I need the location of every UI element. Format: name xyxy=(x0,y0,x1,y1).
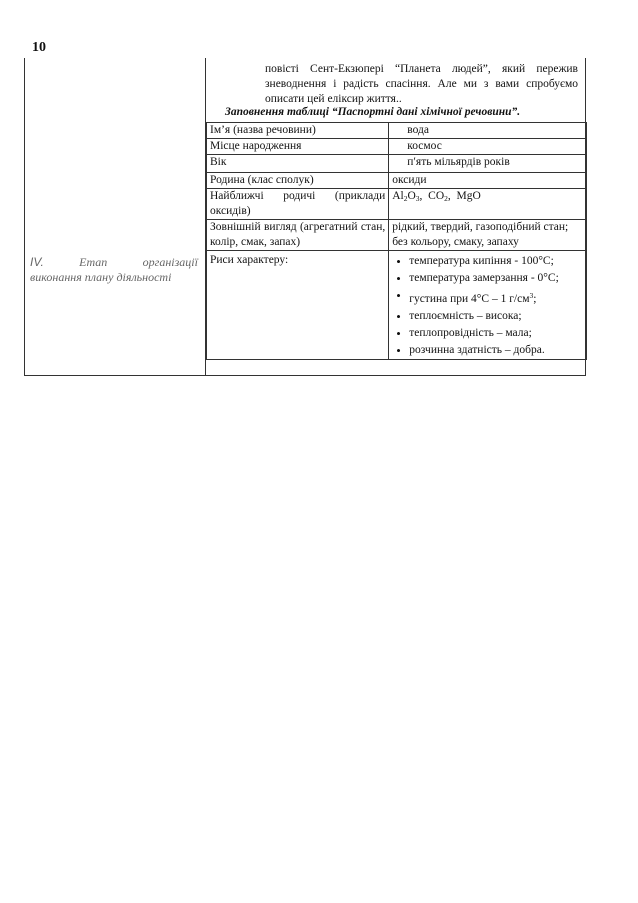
lesson-plan-table xyxy=(24,58,586,376)
table-row xyxy=(207,189,587,220)
formula-mgo: MgO xyxy=(456,190,481,202)
row-key: Родина (клас сполук) xyxy=(207,173,389,189)
row-value-traits xyxy=(389,251,587,360)
formula-co2: $CO_2$ xyxy=(428,190,448,203)
appearance-state: рідкий, твердий, газоподібний стан; xyxy=(392,221,569,233)
trait-item: • температура замерзання - 0°С; xyxy=(392,270,583,287)
row-value: п′ять мільярдів років xyxy=(389,155,587,173)
table-row xyxy=(207,155,587,173)
intro-text: повісті Сент-Екзюпері “Планета людей”, який пережив зневоднення і радість спасіння. Але ми з вами спробуємо описати цей еліксир життя.. xyxy=(265,63,578,105)
stage-number: IV. xyxy=(30,255,44,269)
appearance-props: без кольору, смаку, запаху xyxy=(392,236,519,248)
stage-word: організації xyxy=(142,255,198,269)
trait-item: • густина при 4°С – 1 $г/см^3$; xyxy=(392,287,583,308)
row-key: Найближчі родичі (приклади оксидів) xyxy=(207,189,389,220)
row-value xyxy=(389,220,587,251)
stage-label xyxy=(30,255,198,285)
row-key: Ім’я (назва речовини) xyxy=(207,123,389,139)
row-key: Місце народження xyxy=(207,139,389,155)
passport-table xyxy=(206,122,587,360)
row-key: Зовнішній вигляд (агрегатний стан, колір, смак, запах) xyxy=(207,220,389,251)
table-heading: Заповнення таблиці “Паспортні дані хімічної речовини”. xyxy=(225,106,521,118)
formula-al2o3: $Al_2O_3$ xyxy=(392,190,420,203)
trait-item: • температура кипіння - 100°С; xyxy=(392,253,583,270)
row-key: Вік xyxy=(207,155,389,173)
row-value-oxides: $Al_2O_3$, $CO_2$, MgO xyxy=(389,189,587,220)
row-value: вода xyxy=(389,123,587,139)
row-key: Риси характеру: xyxy=(207,251,389,360)
stage-line-2: виконання плану діяльності xyxy=(30,270,172,284)
trait-item: • розчинна здатність – добра. xyxy=(392,342,583,359)
table-row xyxy=(207,173,587,189)
row-value: оксиди xyxy=(389,173,587,189)
table-row xyxy=(207,123,587,139)
table-row xyxy=(207,251,587,360)
trait-item: • теплоємність – висока; xyxy=(392,308,583,325)
table-row xyxy=(207,139,587,155)
stage-word: Етап xyxy=(79,255,108,269)
table-row xyxy=(207,220,587,251)
trait-item: • теплопровідність – мала; xyxy=(392,325,583,342)
row-value: космос xyxy=(389,139,587,155)
page-number: 10 xyxy=(32,40,46,55)
